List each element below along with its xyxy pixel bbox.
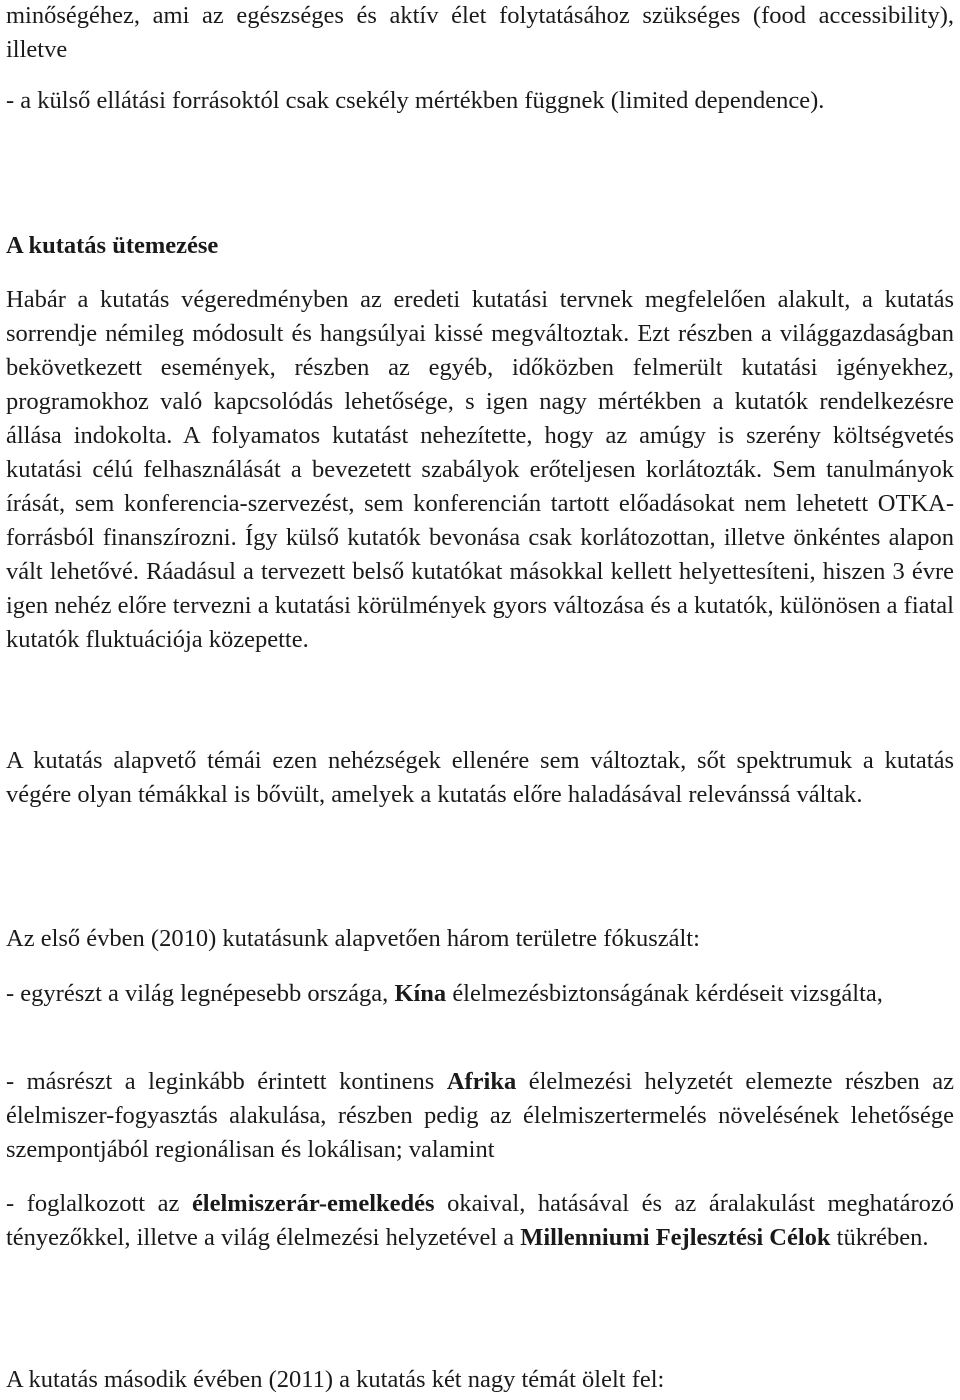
section-heading: A kutatás ütemezése: [6, 232, 219, 259]
paragraph-schedule: Habár a kutatás végeredményben az eredeti kutatási tervnek megfelelően alakult, a kutatás sorrendje némileg módosult és hangsúlyai kissé megváltoztak. Ezt részben a világgazdaságban bekövetkezett események, részben az egyéb, időközben felmerült kutatási igényekhez, programokhoz való kapcsolódás lehetősége, s igen nagy mértékben a kutatók rendelkezésre állása indokolta. A folyamatos kutatást nehezítette, hogy az amúgy is szerény költségvetés kutatási célú felhasználását a bevezetett szabályok erőteljesen korlátozták. Sem tanulmányok írását, sem konferencia-szervezést, sem konferencián tartott előadásokat nem lehetett OTKA-forrásból finanszírozni. Így külső kutatók bevonása csak korlátozottan, illetve önkéntes alapon vált lehetővé. Ráadásul a tervezett belső kutatókat másokkal kellett helyettesíteni, hiszen 3 évre igen nehéz előre tervezni a kutatási körülmények gyors változása és a kutatók, különösen a fiatal kutatók fluktuációja közepette.: [6, 286, 954, 653]
bold-africa: Afrika: [446, 1068, 517, 1095]
first-year-intro: Az első évben (2010) kutatásunk alapvetően három területre fókuszált:: [6, 925, 700, 952]
list-item-china: - egyrészt a világ legnépesebb országa, Kína élelmezésbiztonságának kérdéseit vizsgálta,: [6, 980, 883, 1007]
bold-china: Kína: [394, 980, 447, 1007]
paragraph-topics: A kutatás alapvető témái ezen nehézségek ellenére sem változtak, sőt spektrumuk a kutatás végére olyan témákkal is bővült, amelyek a kutatás előre haladásával relevánssá váltak.: [6, 747, 954, 808]
second-year-intro: A kutatás második évében (2011) a kutatás két nagy témát ölelt fel:: [6, 1366, 665, 1393]
top-line-limited-dependence: - a külső ellátási forrásoktól csak csekély mértékben függnek (limited dependence).: [6, 87, 825, 114]
list-item-africa: - másrészt a leginkább érintett kontinens Afrika élelmezési helyzetét elemezte részben az élelmiszer-fogyasztás alakulása, részben pedig az élelmiszertermelés növelésének lehetősége szempontjából regionálisan és lokálisan; valamint: [6, 1068, 954, 1163]
top-line-food-accessibility: minőségéhez, ami az egészséges és aktív élet folytatásához szükséges (food accessibility), illetve: [6, 2, 954, 63]
bold-food-price-rise: élelmiszerár-emelkedés: [191, 1190, 435, 1217]
bold-mdg: Millenniumi Fejlesztési Célok: [520, 1224, 831, 1251]
list-item-food-prices: - foglalkozott az élelmiszerár-emelkedés okaival, hatásával és az áralakulást meghatározó tényezőkkel, illetve a világ élelmezési helyzetével a Millenniumi Fejlesztési Célok tükrében.: [6, 1190, 954, 1251]
